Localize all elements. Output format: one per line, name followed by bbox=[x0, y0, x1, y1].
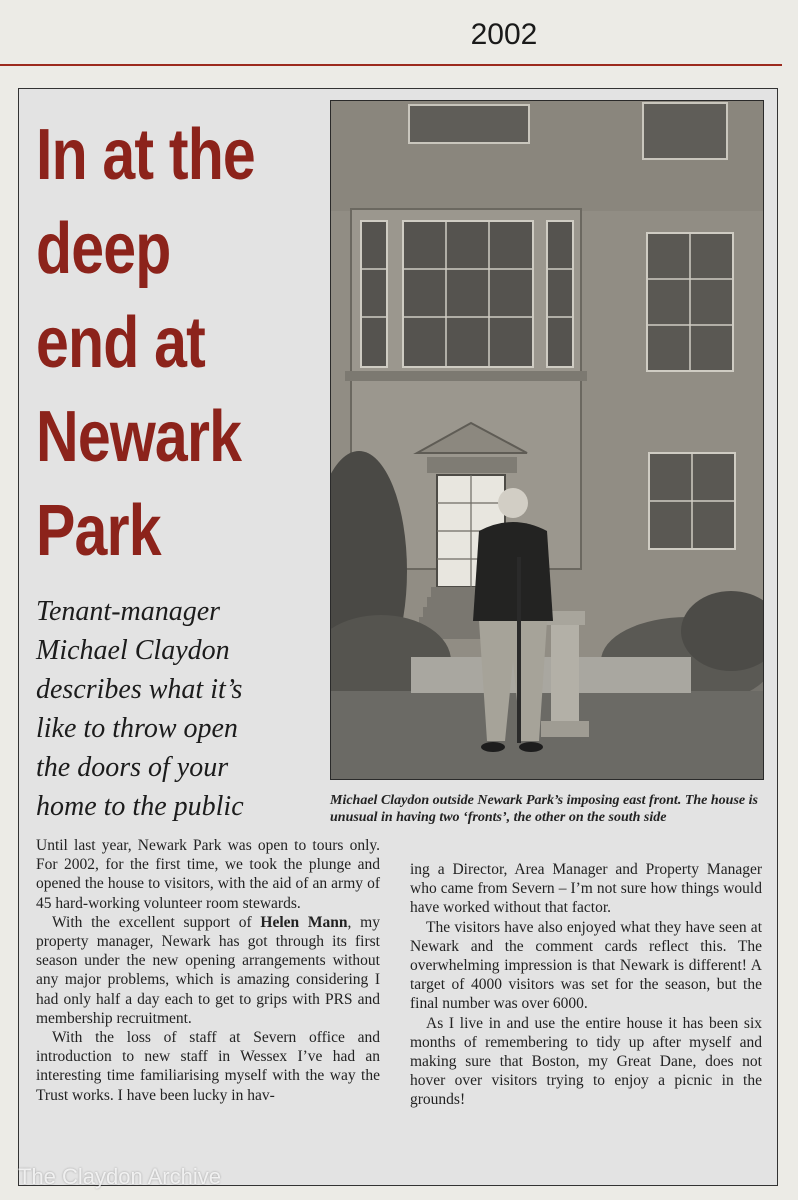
paragraph-text: , my property manager, Newark has got through its first season under the new opening arrangements without any major problems, which is amazing considering I had only half a day each to get to grips with PRS and membership recruitment. bbox=[36, 913, 380, 1027]
house-photo-illustration bbox=[331, 101, 763, 779]
headline-line: Park bbox=[36, 491, 161, 571]
paragraph: The visitors have also enjoyed what they have seen at Newark and the comment cards reflect this. The overwhelming impression is that Newark is different! A target of 4000 visitors was set for the season, but the final number was over 6000. bbox=[410, 918, 762, 1013]
standfirst-line: Michael Claydon bbox=[36, 635, 230, 666]
photo-caption: Michael Claydon outside Newark Park’s imposing east front. The house is unusual in having two ‘fronts’, the other on the south side bbox=[330, 793, 758, 825]
standfirst-line: the doors of your bbox=[36, 752, 229, 783]
watermark: The Claydon Archive bbox=[18, 1164, 221, 1189]
paragraph bbox=[36, 913, 380, 1028]
article-column-left bbox=[36, 836, 380, 1105]
headline-line: In at the bbox=[36, 115, 255, 195]
standfirst bbox=[36, 592, 336, 826]
page-year: 2002 bbox=[470, 18, 538, 51]
person-name: Helen Mann bbox=[260, 913, 348, 931]
article-column-right bbox=[410, 860, 762, 1110]
paragraph: Until last year, Newark Park was open to tours only. For 2002, for the first time, we took the plunge and opened the house to visitors, with the aid of an army of 45 hard-working volunteer room stewards. bbox=[36, 837, 380, 912]
headline-line: end at bbox=[36, 303, 205, 383]
standfirst-line: like to throw open bbox=[36, 713, 238, 744]
house-photo bbox=[330, 100, 764, 780]
paragraph-text: With the excellent support of bbox=[52, 913, 261, 931]
paragraph: As I live in and use the entire house it has been six months of remembering to tidy up after myself and making sure that Boston, my Great Dane, does not hover over visitors trying to enjoy a picnic in the grounds! bbox=[410, 1014, 762, 1109]
standfirst-line: Tenant-manager bbox=[36, 596, 221, 627]
standfirst-line: home to the public bbox=[36, 791, 244, 822]
paragraph: ing a Director, Area Manager and Property Manager who came from Severn – I’m not sure how things would have worked without that factor. bbox=[410, 861, 762, 917]
headline bbox=[36, 108, 331, 578]
header-rule bbox=[0, 64, 782, 66]
standfirst-line: describes what it’s bbox=[36, 674, 243, 705]
paragraph: With the loss of staff at Severn office and introduction to new staff in Wessex I’ve had an interesting time familiarising myself with the way the Trust works. I have been lucky in hav- bbox=[36, 1029, 380, 1104]
headline-line: deep bbox=[36, 209, 171, 289]
headline-line: Newark bbox=[36, 397, 242, 477]
